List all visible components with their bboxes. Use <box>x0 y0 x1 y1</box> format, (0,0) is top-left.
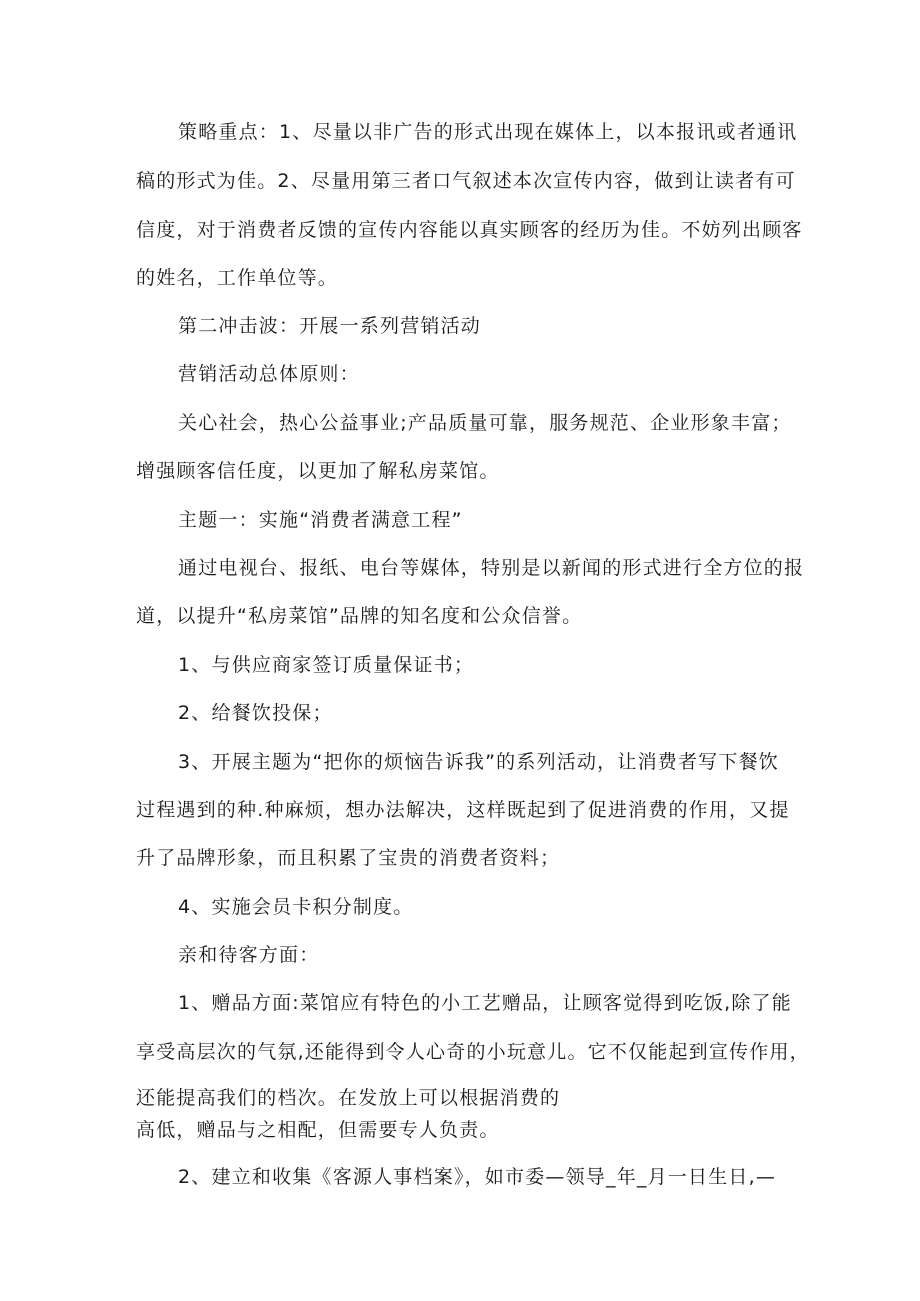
text-line: 营销活动总体原则： <box>178 363 360 385</box>
list-item: 3、开展主题为“把你的烦恼告诉我”的系列活动，让消费者写下餐饮 <box>178 751 779 773</box>
list-item: 1、与供应商家签订质量保证书； <box>178 654 475 676</box>
text-line: 策略重点：1、尽量以非广告的形式出现在媒体上，以本报讯或者通讯 <box>178 121 798 143</box>
text-line: 的姓名，工作单位等。 <box>136 267 339 289</box>
text-line: 还能提高我们的档次。在发放上可以根据消费的 <box>136 1087 561 1109</box>
text-line: 道，以提升“私房菜馆”品牌的知名度和公众信誉。 <box>136 605 583 627</box>
section-heading: 主题一：实施“消费者满意工程” <box>178 509 463 531</box>
list-item: 2、给餐饮投保； <box>178 702 333 724</box>
list-item: 4、实施会员卡积分制度。 <box>178 896 414 918</box>
text-line: 升了品牌形象，而且积累了宝贵的消费者资料； <box>136 847 561 869</box>
text-line: 信度，对于消费者反馈的宣传内容能以真实顾客的经历为佳。不妨列出顾客 <box>136 219 803 241</box>
list-item: 2、建立和收集《客源人事档案》，如市委—领导_年_月一日生日,— <box>178 1166 777 1188</box>
text-line: 高低，赠品与之相配，但需要专人负责。 <box>136 1119 500 1141</box>
text-line: 关心社会，热心公益事业;产品质量可靠，服务规范、企业形象丰富； <box>178 412 792 434</box>
text-line: 通过电视台、报纸、电台等媒体，特别是以新闻的形式进行全方位的报 <box>178 557 805 579</box>
text-line: 过程遇到的种.种麻烦，想办法解决，这样既起到了促进消费的作用，又提 <box>136 799 790 821</box>
section-heading: 亲和待客方面： <box>178 944 320 966</box>
text-line: 增强顾客信任度，以更加了解私房菜馆。 <box>136 460 500 482</box>
text-line: 稿的形式为佳。2、尽量用第三者口气叙述本次宣传内容，做到让读者有可 <box>136 170 796 192</box>
section-heading: 第二冲击波：开展一系列营销活动 <box>178 315 482 337</box>
text-line: 享受高层次的气氛,还能得到令人心奇的小玩意儿。它不仅能起到宣传作用， <box>136 1041 810 1063</box>
list-item: 1、赠品方面:菜馆应有特色的小工艺赠品，让顾客觉得到吃饭,除了能 <box>178 992 792 1014</box>
